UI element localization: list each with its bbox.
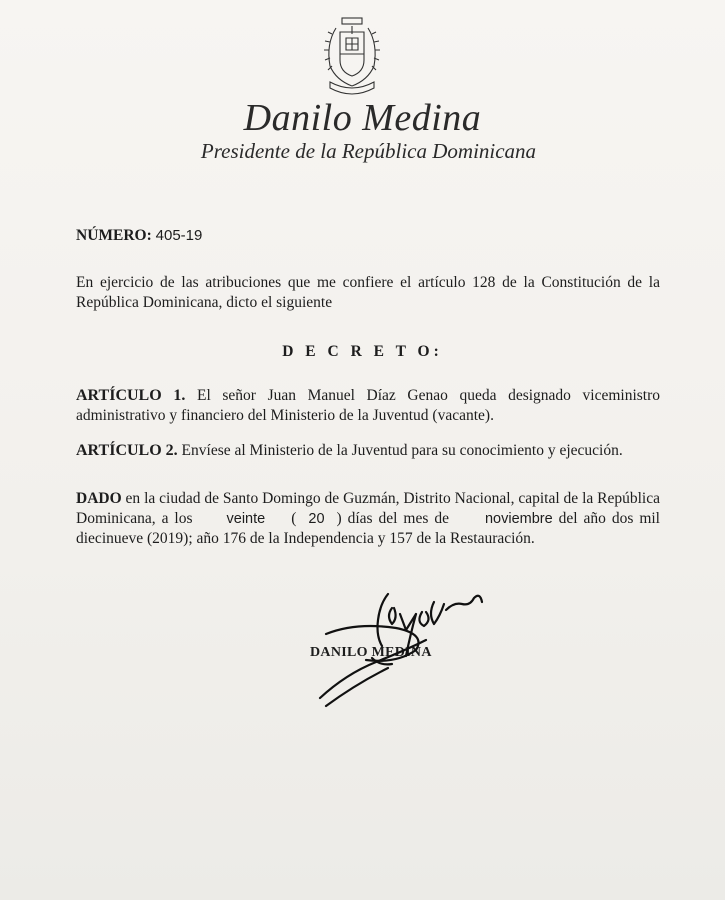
month-name: noviembre <box>484 511 553 527</box>
article-1-text: El señor Juan Manuel Díaz Genao queda designado viceministro administrativo y financiero del Ministerio de la Juventud (vacante). <box>76 387 661 424</box>
open-paren: ( <box>291 510 297 527</box>
number-value: 405-19 <box>155 227 203 244</box>
article-1 <box>76 386 660 426</box>
article-1-label: ARTÍCULO 1. <box>76 387 186 404</box>
dado-text-3: del año dos mil diecinueve (2019); año 176 de la Independencia y 157 de la Restauración. <box>76 510 660 547</box>
dado-label: DADO <box>76 490 122 507</box>
dado-paragraph <box>76 489 660 549</box>
day-number: 20 <box>308 511 325 527</box>
letterhead-title: Presidente de la República Dominicana <box>200 139 537 163</box>
coat-of-arms-seal <box>318 14 386 96</box>
dado-text-2: ) días del mes de <box>336 510 449 527</box>
signatory-name: DANILO MEDINA <box>310 645 432 660</box>
article-2 <box>76 441 676 461</box>
letterhead-name: Danilo Medina <box>243 97 482 139</box>
decree-heading: D E C R E T O: <box>282 343 443 360</box>
dado-text-1: en la ciudad de Santo Domingo de Guzmán, Distrito Nacional, capital de la República Dominicana, a los <box>76 490 660 527</box>
article-2-text: Envíese al Ministerio de la Juventud para su conocimiento y ejecución. <box>181 442 623 459</box>
article-2-label: ARTÍCULO 2. <box>76 442 178 459</box>
decree-number <box>76 227 202 245</box>
handwritten-signature <box>296 574 506 714</box>
number-label: NÚMERO: <box>76 227 152 244</box>
intro-paragraph: En ejercicio de las atribuciones que me confiere el artículo 128 de la Constitución de la República Dominicana, dicto el siguiente <box>76 274 660 311</box>
day-words: veinte <box>226 511 266 527</box>
